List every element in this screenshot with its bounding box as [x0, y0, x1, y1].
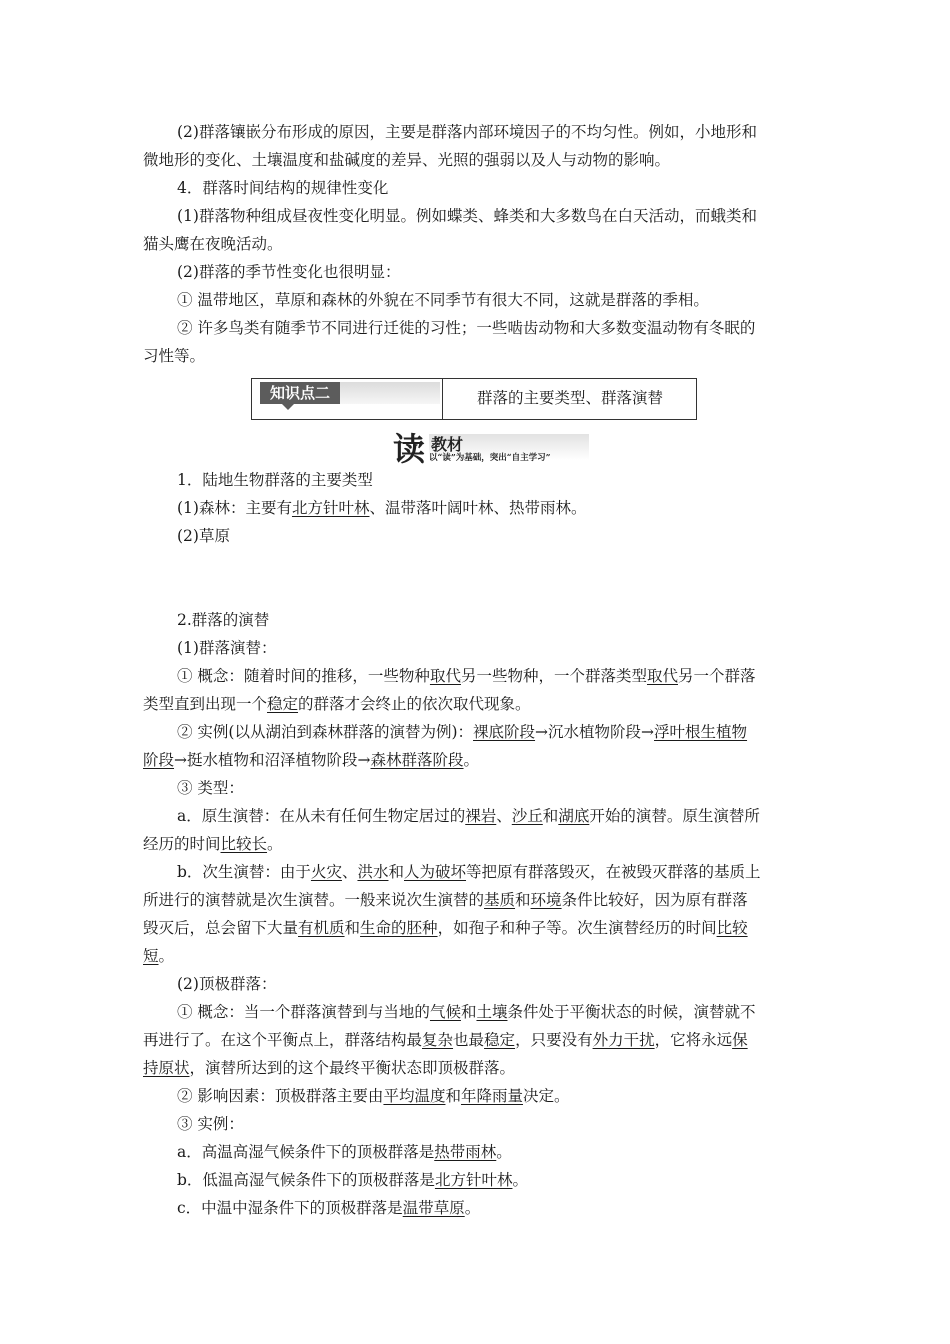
answer-blank: 保 [732, 1031, 748, 1049]
answer-blank: 气候 [429, 1003, 461, 1021]
knowledge-point-label: 知识点二 [260, 382, 340, 404]
text-line: (2)草原 [177, 527, 230, 545]
text: ，只要没有 [515, 1031, 593, 1049]
text: 。 [464, 1199, 481, 1217]
text: b．次生演替：由于 [177, 863, 311, 881]
paragraph-example [143, 718, 808, 746]
paragraph-example-a [143, 1138, 808, 1166]
answer-blank: 比较 [716, 919, 748, 937]
answer-blank: 环境 [530, 891, 562, 909]
paragraph-migration [143, 314, 808, 342]
subheading-examples [143, 1110, 808, 1138]
answer-blank: 取代 [429, 667, 461, 685]
text: ② 实例(以从湖泊到森林群落的演替为例)： [177, 723, 474, 741]
answer-blank: 沙丘 [511, 807, 543, 825]
text: 类型直到出现一个 [143, 695, 268, 713]
text: c．中温中湿条件下的顶极群落是 [177, 1199, 403, 1217]
subheading-succession [143, 634, 808, 662]
text: a．高温高湿气候条件下的顶极群落是 [177, 1143, 435, 1161]
answer-blank: 取代 [646, 667, 678, 685]
paragraph-seasonal [143, 258, 808, 286]
text: 条件处于平衡状态的时候，演替就不 [507, 1003, 756, 1021]
paragraph-primary-cont [143, 830, 808, 858]
text-line: (1)群落演替： [177, 639, 277, 657]
heading-community-types [143, 466, 808, 494]
answer-blank: 温带草原 [402, 1199, 465, 1217]
answer-blank: 湖底 [558, 807, 590, 825]
text-line: ③ 实例： [177, 1115, 244, 1133]
paragraph-grassland [143, 522, 808, 550]
text-line: 习性等。 [143, 347, 206, 365]
paragraph-example-cont [143, 746, 808, 774]
text: 。 [512, 1171, 528, 1189]
text: ① 概念：随着时间的推移，一些物种 [177, 667, 430, 685]
text: ，如孢子和种子等。次生演替经历的时间 [437, 919, 717, 937]
answer-blank: 裸岩 [465, 807, 497, 825]
text: 和 [460, 1003, 477, 1021]
paragraph-day-night [143, 202, 808, 230]
text-line: 微地形的变化、土壤温度和盐碱度的差异、光照的强弱以及人与动物的影响。 [143, 151, 671, 169]
text: ① 概念：当一个群落演替到与当地的 [177, 1003, 430, 1021]
paragraph-mosaic-cause [143, 118, 808, 146]
divider [442, 379, 443, 419]
heading-succession [143, 606, 808, 634]
text: ② 影响因素：顶极群落主要由 [177, 1087, 384, 1105]
answer-blank: 平均温度 [383, 1087, 446, 1105]
text-line: ② 许多鸟类有随季节不同进行迁徙的习性；一些啮齿动物和大多数变温动物有冬眠的 [177, 319, 756, 337]
paragraph-mosaic-cause-cont [143, 146, 808, 174]
text: 另一个群落 [677, 667, 756, 685]
text: 、 [496, 807, 512, 825]
text: 、温带落叶阔叶林、热带雨林。 [369, 499, 587, 517]
knowledge-point-title: 群落的主要类型、群落演替 [477, 389, 664, 407]
text: 经历的时间 [143, 835, 221, 853]
text: a．原生演替：在从未有任何生物定居过的 [177, 807, 466, 825]
paragraph-example-c [143, 1194, 808, 1222]
text: 毁灭后，总会留下大量 [143, 919, 299, 937]
text: 、 [341, 863, 358, 881]
read-banner-word: 教材 [431, 435, 464, 454]
text: 。 [496, 1143, 512, 1161]
text: 和 [515, 891, 531, 909]
text: →挺水植物和沼泽植物阶段→ [174, 751, 371, 769]
text: 和 [542, 807, 559, 825]
text-line: ① 温带地区，草原和森林的外貌在不同季节有很大不同，这就是群落的季相。 [177, 291, 709, 309]
paragraph-factors [143, 1082, 808, 1110]
paragraph-secondary-cont3 [143, 942, 808, 970]
text: 等把原有群落毁灭，在被毁灭群落的基质上 [466, 863, 761, 881]
paragraph-secondary-cont2 [143, 914, 808, 942]
answer-blank: 外力干扰 [592, 1031, 655, 1049]
paragraph-primary [143, 802, 808, 830]
answer-blank: 人为破坏 [404, 863, 467, 881]
read-icon: 读 [393, 430, 426, 468]
answer-blank: 有机质 [298, 919, 345, 937]
text: ，它将永远 [654, 1031, 733, 1049]
answer-blank: 洪水 [357, 863, 389, 881]
answer-blank: 短 [143, 947, 159, 965]
text: 和 [388, 863, 404, 881]
text: 。 [463, 751, 480, 769]
answer-blank: 生命的胚种 [360, 919, 438, 937]
answer-blank: 热带雨林 [434, 1143, 497, 1161]
answer-blank: 阶段 [143, 751, 175, 769]
answer-blank: 森林群落阶段 [370, 751, 464, 769]
answer-blank: 浮叶根生植物 [654, 723, 748, 741]
text-line: (2)顶极群落： [177, 975, 277, 993]
text: 。 [267, 835, 283, 853]
read-textbook-banner [393, 426, 593, 466]
paragraph-secondary-cont1 [143, 886, 808, 914]
document-page [143, 118, 808, 1222]
text: 条件比较好，因为原有群落 [561, 891, 748, 909]
answer-blank: 土壤 [476, 1003, 508, 1021]
answer-blank: 基质 [484, 891, 516, 909]
text: 和 [344, 919, 361, 937]
knowledge-point-tag [260, 382, 440, 404]
text-line: 猫头鹰在夜晚活动。 [143, 235, 283, 253]
answer-blank: 复杂 [422, 1031, 454, 1049]
paragraph-climax-concept-cont1 [143, 1026, 808, 1054]
answer-blank: 裸底阶段 [473, 723, 536, 741]
text: (1)森林：主要有 [177, 499, 292, 517]
text-line: (2)群落的季节性变化也很明显： [177, 263, 401, 281]
answer-blank: 持原状 [143, 1059, 190, 1077]
text: b．低温高湿气候条件下的顶极群落是 [177, 1171, 435, 1189]
paragraph-forest [143, 494, 808, 522]
text-line: ③ 类型： [177, 779, 244, 797]
text-line: (2)群落镶嵌分布形成的原因，主要是群落内部环境因子的不均匀性。例如，小地形和 [177, 123, 757, 141]
text: →沉水植物阶段→ [535, 723, 655, 741]
text: 开始的演替。原生演替所 [589, 807, 760, 825]
text-line: 1．陆地生物群落的主要类型 [177, 471, 373, 489]
heading-time-structure [143, 174, 808, 202]
text-line: 4．群落时间结构的规律性变化 [177, 179, 389, 197]
knowledge-point-box [251, 378, 697, 420]
paragraph-day-night-cont [143, 230, 808, 258]
text: 的群落才会终止的依次取代现象。 [298, 695, 531, 713]
text: 决定。 [522, 1087, 570, 1105]
read-banner-bar [429, 434, 589, 463]
text-line: (1)群落物种组成昼夜性变化明显。例如蝶类、蜂类和大多数鸟在白天活动，而蛾类和 [177, 207, 757, 225]
paragraph-concept-cont [143, 690, 808, 718]
paragraph-example-b [143, 1166, 808, 1194]
text: 所进行的演替就是次生演替。一般来说次生演替的 [143, 891, 485, 909]
answer-blank: 年降雨量 [460, 1087, 523, 1105]
subheading-climax [143, 970, 808, 998]
answer-blank: 北方针叶林 [434, 1171, 513, 1189]
paragraph-concept [143, 662, 808, 690]
answer-blank: 比较长 [220, 835, 268, 853]
subheading-types [143, 774, 808, 802]
text: 也最 [453, 1031, 485, 1049]
text-line: 2.群落的演替 [177, 611, 270, 629]
answer-blank: 稳定 [484, 1031, 516, 1049]
text: 和 [445, 1087, 461, 1105]
spacer [143, 550, 808, 606]
answer-blank: 火灾 [310, 863, 342, 881]
text: 再进行了。在这个平衡点上，群落结构最 [143, 1031, 423, 1049]
paragraph-secondary [143, 858, 808, 886]
tag-notch-icon [282, 404, 294, 410]
text: 另一些物种，一个群落类型 [460, 667, 647, 685]
answer-blank: 稳定 [267, 695, 299, 713]
paragraph-migration-cont [143, 342, 808, 370]
paragraph-climax-concept-cont2 [143, 1054, 808, 1082]
answer-blank: 北方针叶林 [291, 499, 370, 517]
paragraph-seasonal-aspect [143, 286, 808, 314]
text: 。 [158, 947, 175, 965]
text: ，演替所达到的这个最终平衡状态即顶极群落。 [189, 1059, 516, 1077]
read-banner-subtitle: 以“读”为基础，突出“自主学习” [429, 453, 551, 463]
paragraph-climax-concept [143, 998, 808, 1026]
